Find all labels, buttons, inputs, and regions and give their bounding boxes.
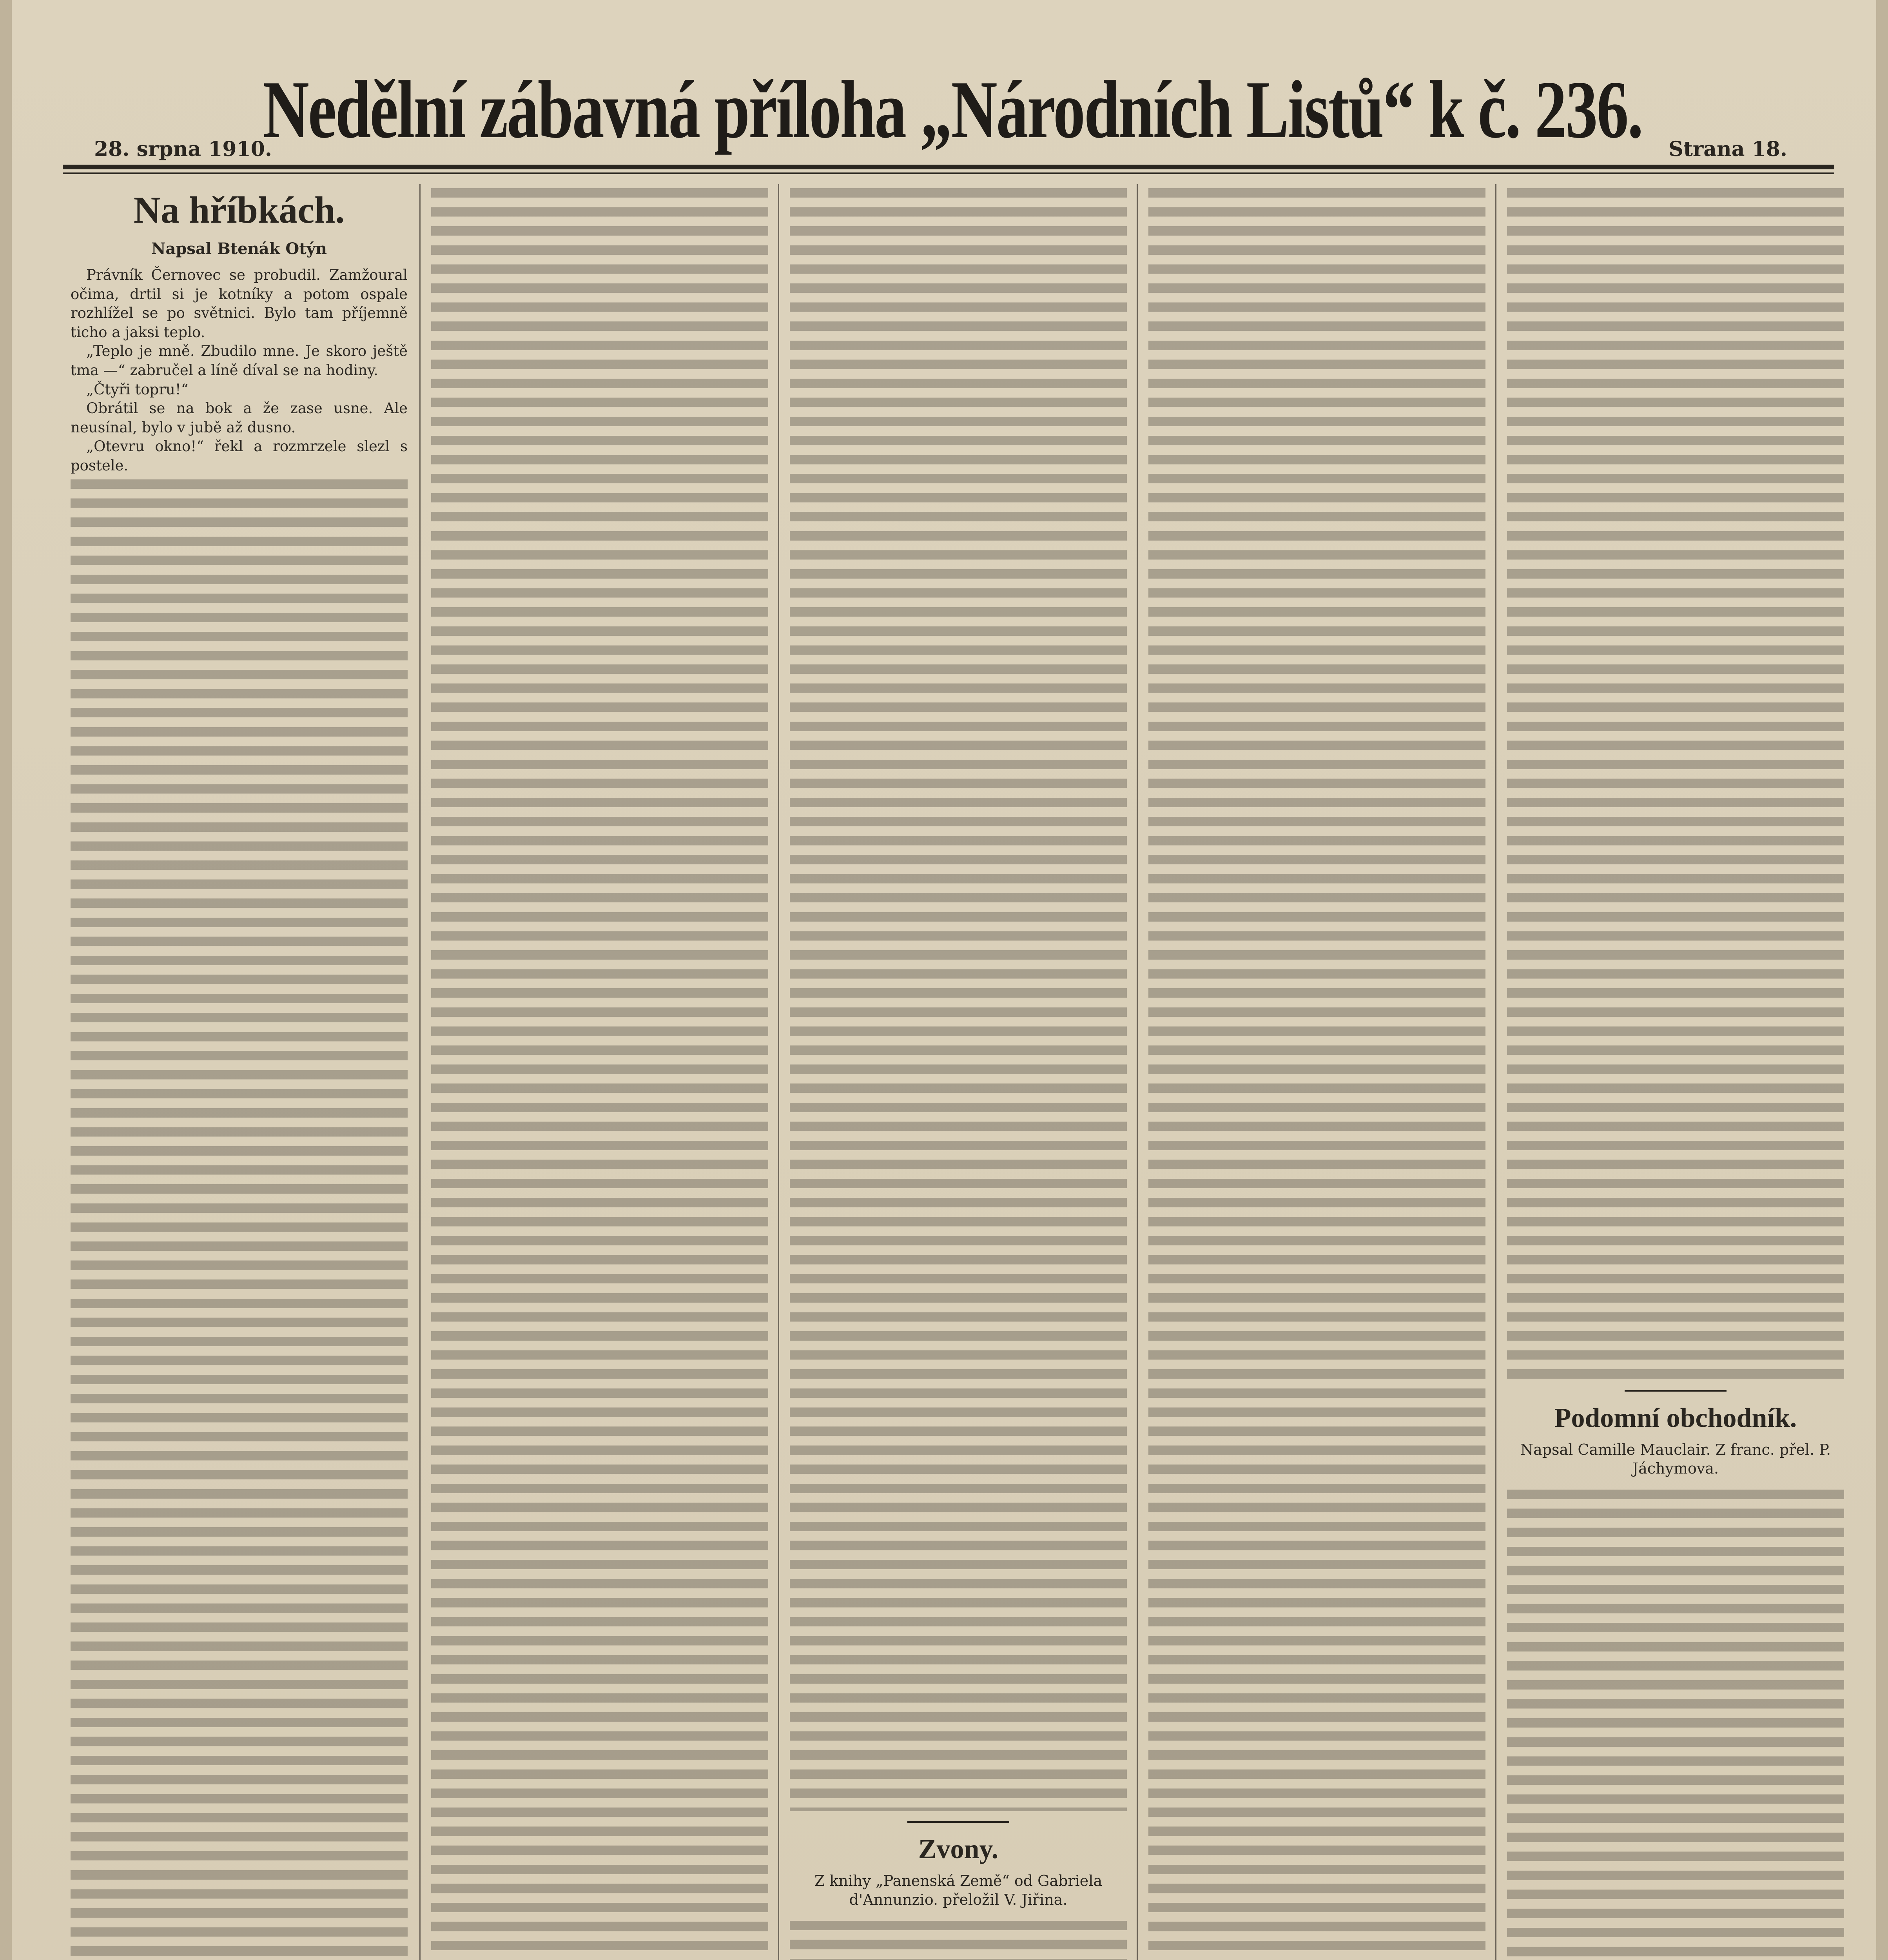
text-body (1507, 184, 1844, 1380)
article-title: Podomní obchodník. (1554, 1403, 1797, 1433)
paragraph: „Čtyři topru!“ (86, 381, 189, 398)
article-byline: Z knihy „Panenská Země“ od Gabriela d'Annunzio. přeložil V. Jiřina. (814, 1872, 1103, 1908)
section-separator (907, 1821, 1009, 1823)
column-divider (1495, 184, 1496, 1960)
column-divider (1137, 184, 1138, 1960)
page-number: Strana 18. (1669, 137, 1787, 161)
paragraph: Právník Černovec se probudil. Zamžoural očima, drtil si je kotníky a potom ospale rozhlížel se po světnici. Bylo tam příjemně ticho a jaksi teplo. (71, 267, 408, 341)
text-body (71, 475, 408, 1960)
column-4 (1148, 184, 1485, 1960)
masthead-rule-thin (63, 172, 1834, 174)
masthead-title: Nedělní zábavná příloha „Národních Listů“ k č. 236. (263, 64, 1642, 155)
column-divider (778, 184, 779, 1960)
column-divider (419, 184, 421, 1960)
page-edge-left (0, 0, 12, 1960)
text-body (1507, 1486, 1844, 1960)
issue-date: 28. srpna 1910. (94, 137, 272, 161)
article-title: Na hříbkách. (133, 189, 345, 231)
text-body (431, 184, 768, 1960)
paragraph: Obrátil se na bok a že zase usne. Ale neusínal, bylo v jubě až dusno. (71, 400, 408, 436)
paragraph: „Otevru okno!“ řekl a rozmrzele slezl s postele. (71, 438, 408, 474)
text-body (790, 1917, 1127, 1960)
page-edge-right (1876, 0, 1888, 1960)
column-5 (1507, 184, 1844, 1960)
column-1 (71, 184, 408, 1960)
article-title: Zvony. (918, 1834, 999, 1864)
text-body (1148, 184, 1485, 1960)
article-byline: Napsal Camille Mauclair. Z franc. přel. P. Jáchymova. (1520, 1441, 1831, 1477)
section-separator (1625, 1390, 1727, 1392)
paragraph: „Teplo je mně. Zbudilo mne. Je skoro ještě tma —“ zabručel a líně díval se na hodiny. (71, 343, 408, 379)
column-2 (431, 184, 768, 1960)
masthead (71, 59, 1819, 165)
masthead-rule (63, 165, 1834, 169)
article-byline: Napsal Btenák Otýn (151, 240, 327, 258)
text-body (790, 184, 1127, 1811)
column-3 (790, 184, 1127, 1960)
